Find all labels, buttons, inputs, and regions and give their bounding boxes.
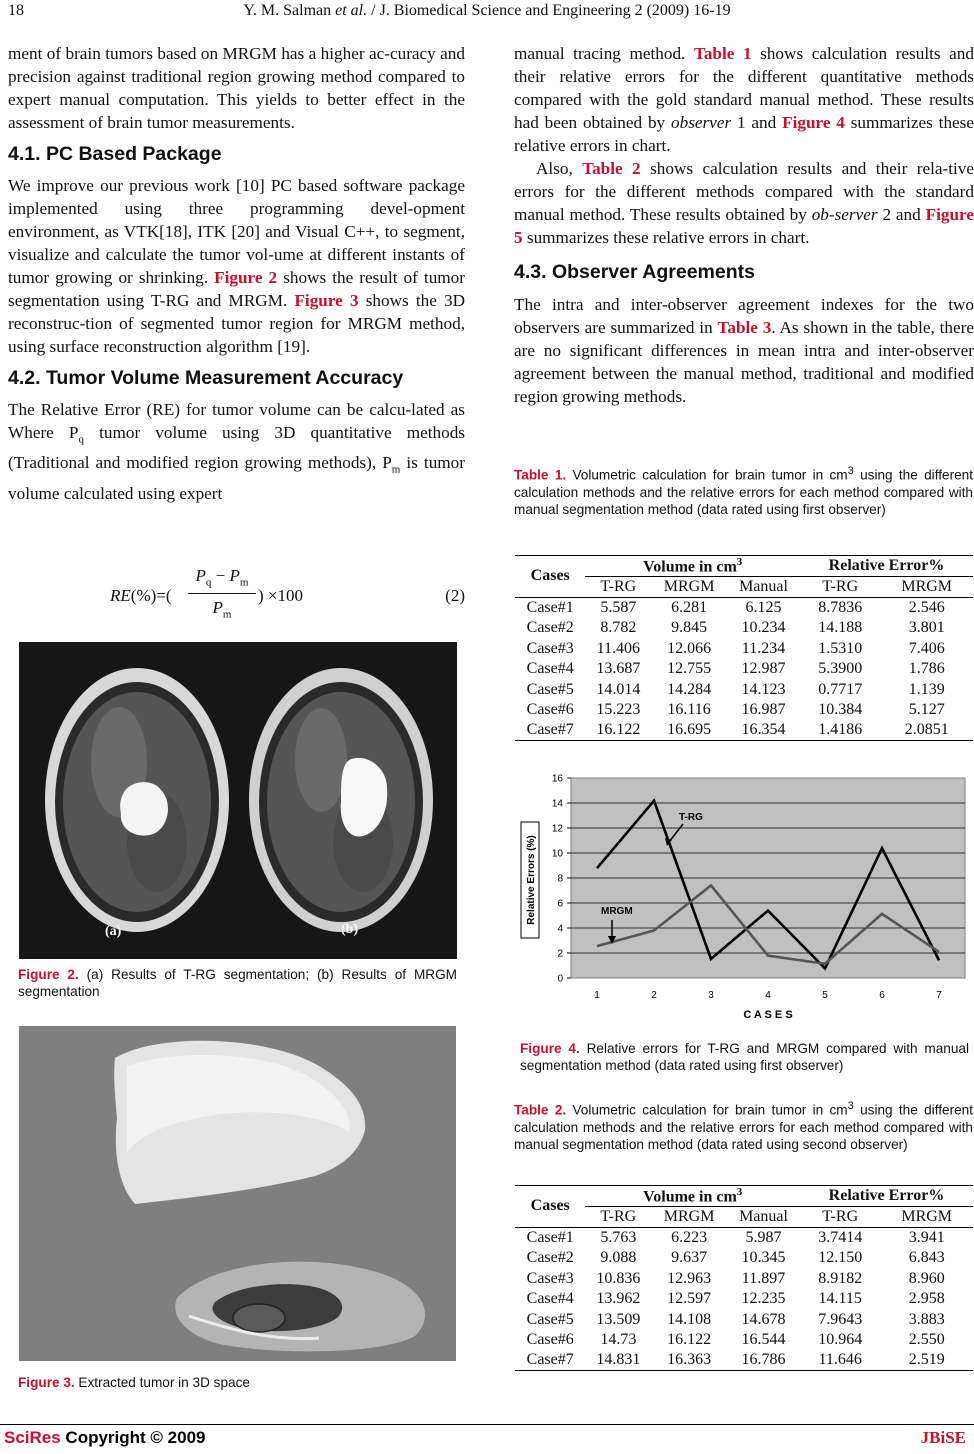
table-row bbox=[515, 659, 973, 680]
table-cell: 14.284 bbox=[667, 680, 712, 698]
y-tick-labels bbox=[552, 774, 571, 985]
table-cell: 16.122 bbox=[667, 1331, 712, 1349]
table-cell: Case#1 bbox=[526, 1228, 574, 1246]
table-cell: 0.7717 bbox=[818, 680, 863, 698]
table-cell: 5.987 bbox=[745, 1228, 782, 1246]
x-tick-label: 6 bbox=[879, 990, 885, 1001]
figure-2-image bbox=[19, 642, 457, 959]
table-cell: 6.125 bbox=[745, 598, 782, 616]
table-cell: 2.550 bbox=[908, 1331, 945, 1349]
table-cell: 14.014 bbox=[596, 680, 641, 698]
table-2 bbox=[515, 1185, 973, 1371]
y-tick-label: 2 bbox=[557, 948, 563, 960]
table-cell: 13.687 bbox=[596, 660, 641, 678]
x-tick-label: 2 bbox=[651, 990, 657, 1001]
paragraph: We improve our previous work [10] PC based software package implemented using three programming devel-opment environment, as VTK[18], ITK [20] and Visual C++, to segment, visualize and calculate the tumor vol-ume at different instants of tumor growing or shrinking. Figure 2 shows the result of tumor segmentation using T-RG and MRGM. Figure 3 shows the 3D reconstruc-tion of segmented tumor region for MRGM method, using surface reconstruction algorithm [19]. bbox=[8, 176, 466, 356]
equation-number: (2) bbox=[445, 586, 465, 605]
table-row bbox=[515, 1248, 973, 1269]
table-cell: 12.235 bbox=[741, 1290, 786, 1308]
table-cell: 16.122 bbox=[596, 721, 641, 739]
table-cell: 10.234 bbox=[741, 619, 786, 637]
table-cell: 5.127 bbox=[908, 701, 945, 719]
table-cell: 8.7836 bbox=[818, 598, 863, 616]
table-cell: 1.4186 bbox=[818, 721, 863, 739]
table-row bbox=[515, 1330, 973, 1351]
table-cell: 10.836 bbox=[596, 1269, 641, 1287]
table-cell: 16.544 bbox=[741, 1331, 786, 1349]
footer-rule bbox=[0, 1424, 974, 1425]
table-cell: 14.831 bbox=[596, 1351, 641, 1369]
y-tick-label: 16 bbox=[551, 773, 563, 785]
table-cell: 12.150 bbox=[818, 1249, 863, 1267]
table-cell: 3.941 bbox=[908, 1228, 945, 1246]
column-header: T-RG bbox=[600, 1208, 637, 1226]
column-header: MRGM bbox=[901, 1208, 953, 1226]
table-cell: Case#2 bbox=[526, 619, 574, 637]
table-cell: 9.088 bbox=[600, 1249, 637, 1267]
page-footer bbox=[0, 1428, 974, 1452]
table-cell: 1.786 bbox=[908, 660, 945, 678]
y-tick-label: 0 bbox=[557, 973, 563, 985]
section-heading-4-3: 4.3. Observer Agreements bbox=[514, 261, 755, 283]
table-cell: 12.987 bbox=[741, 660, 786, 678]
table-cell: Case#4 bbox=[526, 660, 574, 678]
paragraph: The Relative Error (RE) for tumor volume can be calcu-lated as Where $P_q$ tumor volume using 3D quantitative methods (Traditional and modified region growing methods), $P_m$ is tumor volume calculated using expert bbox=[8, 400, 465, 503]
table-cell: 12.066 bbox=[667, 639, 712, 657]
table-cell: 11.406 bbox=[596, 639, 641, 657]
header-cases: Cases bbox=[530, 1197, 570, 1215]
table-cell: 16.116 bbox=[667, 701, 711, 719]
table-cell: 16.695 bbox=[667, 721, 712, 739]
figure-3-link[interactable]: Figure 3 bbox=[294, 291, 359, 310]
figure-4-chart bbox=[519, 770, 969, 1025]
table-cell: 6.281 bbox=[671, 598, 708, 616]
x-tick-label: 5 bbox=[822, 990, 828, 1001]
left-column bbox=[8, 42, 465, 505]
section-heading-4-2: 4.2. Tumor Volume Measurement Accuracy bbox=[8, 367, 404, 389]
x-tick-labels bbox=[594, 990, 942, 1001]
figure-4-caption: Figure 4. Relative errors for T-RG and MRGM compared with manual segmentation method (data rated using first observer) bbox=[520, 1041, 969, 1073]
table-1-link[interactable]: Table 1 bbox=[693, 44, 752, 63]
column-header: MRGM bbox=[663, 1208, 715, 1226]
table-cell: 2.519 bbox=[908, 1351, 945, 1369]
x-tick-label: 3 bbox=[708, 990, 714, 1001]
table-cell: 5.587 bbox=[600, 598, 637, 616]
table-cell: 16.786 bbox=[741, 1351, 786, 1369]
table-cell: Case#6 bbox=[526, 701, 574, 719]
table-1-body bbox=[515, 597, 973, 741]
table-row bbox=[515, 679, 973, 700]
y-axis-label: Relative Errors (%) bbox=[526, 835, 537, 925]
header-relative-error: Relative Error% bbox=[800, 1186, 973, 1207]
annotation-mrgm: MRGM bbox=[601, 906, 633, 917]
table-cell: 7.406 bbox=[908, 639, 945, 657]
table-cell: 8.960 bbox=[908, 1269, 945, 1287]
table-row bbox=[515, 618, 973, 639]
fraction-bar bbox=[188, 593, 256, 594]
annotation-trg: T-RG bbox=[679, 812, 703, 823]
y-axis-label-box bbox=[521, 822, 539, 938]
table-row bbox=[515, 1227, 973, 1248]
x-tick-label: 1 bbox=[594, 990, 600, 1001]
figure-4-link[interactable]: Figure 4 bbox=[782, 113, 845, 132]
figure-5-link[interactable]: Figure 5 bbox=[514, 205, 974, 247]
table-cell: 10.384 bbox=[818, 701, 863, 719]
table-cell: 1.139 bbox=[908, 680, 945, 698]
table-cell: 5.763 bbox=[600, 1228, 637, 1246]
running-title: Y. M. Salman et al. / J. Biomedical Science and Engineering 2 (2009) 16-19 bbox=[243, 2, 731, 19]
figure-2-caption: Figure 2. (a) Results of T-RG segmentation; (b) Results of MRGM segmentation bbox=[18, 967, 457, 999]
table-cell: 15.223 bbox=[596, 701, 641, 719]
table-cell: Case#6 bbox=[526, 1331, 574, 1349]
table-2-body bbox=[515, 1227, 973, 1371]
table-2-link[interactable]: Table 2 bbox=[582, 159, 641, 178]
table-cell: 9.637 bbox=[671, 1249, 708, 1267]
table-cell: 3.801 bbox=[908, 619, 945, 637]
table-cell: 13.962 bbox=[596, 1290, 641, 1308]
table-cell: 10.964 bbox=[818, 1331, 863, 1349]
y-tick-label: 4 bbox=[557, 923, 563, 935]
table-cell: 10.345 bbox=[741, 1249, 786, 1267]
table-cell: 2.546 bbox=[908, 598, 945, 616]
column-header: MRGM bbox=[663, 578, 715, 596]
paragraph: Also, Table 2 shows calculation results and their rela-tive errors for the different methods compared with the standard manual method. These results obtained by ob-server 2 and Figure 5 summarizes these relative errors in chart. bbox=[514, 159, 974, 247]
table-cell: Case#3 bbox=[526, 1269, 574, 1287]
figure-3-caption: Figure 3. Extracted tumor in 3D space bbox=[18, 1375, 250, 1390]
table-cell: 16.354 bbox=[741, 721, 786, 739]
table-cell: Case#3 bbox=[526, 639, 574, 657]
table-cell: 14.188 bbox=[818, 619, 863, 637]
table-row bbox=[515, 1268, 973, 1289]
figure-2-link[interactable]: Figure 2 bbox=[214, 268, 278, 287]
table-cell: 11.897 bbox=[741, 1269, 786, 1287]
equation-2: RE(%)=( $P_q - P_m$ $P_m$ ) ×100 (2) bbox=[110, 566, 465, 621]
x-axis-label: C A S E S bbox=[743, 1009, 793, 1021]
table-cell: 11.234 bbox=[741, 639, 786, 657]
table-cell: 2.958 bbox=[908, 1290, 945, 1308]
table-cell: 12.755 bbox=[667, 660, 712, 678]
paragraph: ment of brain tumors based on MRGM has a higher ac-curacy and precision against traditional region growing method compared to expert manual computation. This yields to better effect in the assessment of brain tumor measurements. bbox=[8, 44, 465, 132]
table-row bbox=[515, 700, 973, 721]
figure-3-image bbox=[19, 1026, 456, 1361]
table-cell: 5.3900 bbox=[818, 660, 863, 678]
page-number: 18 bbox=[8, 2, 24, 19]
table-cell: 8.782 bbox=[600, 619, 637, 637]
x-tick-label: 7 bbox=[936, 990, 942, 1001]
table-cell: 12.597 bbox=[667, 1290, 712, 1308]
header-cases: Cases bbox=[530, 567, 570, 585]
table-row bbox=[515, 1350, 973, 1371]
figure-2-label-a: (a) bbox=[105, 924, 122, 939]
table-cell: 12.963 bbox=[667, 1269, 712, 1287]
y-tick-label: 6 bbox=[557, 898, 563, 910]
column-header: T-RG bbox=[822, 1208, 859, 1226]
footer-copyright: SciRes Copyright © 2009 bbox=[4, 1428, 206, 1447]
y-tick-label: 12 bbox=[551, 823, 563, 835]
table-row bbox=[515, 1289, 973, 1310]
table-cell: 14.108 bbox=[667, 1310, 712, 1328]
table-cell: 11.646 bbox=[818, 1351, 862, 1369]
table-row bbox=[515, 1309, 973, 1330]
header-volume: Volume in $cm^3$ bbox=[585, 556, 800, 577]
table-cell: 14.678 bbox=[741, 1310, 786, 1328]
table-cell: 1.5310 bbox=[818, 639, 863, 657]
table-1-caption: Table 1. Volumetric calculation for brain tumor in $cm^3$ using the different calculation methods and the relative errors for each method compared with manual segmentation method (data rated using first observer) bbox=[514, 465, 973, 517]
header-relative-error: Relative Error% bbox=[800, 556, 973, 577]
table-cell: 3.7414 bbox=[818, 1228, 863, 1246]
column-header: T-RG bbox=[822, 578, 859, 596]
table-cell: 14.115 bbox=[818, 1290, 862, 1308]
table-cell: 9.845 bbox=[671, 619, 708, 637]
paragraph: The intra and inter-observer agreement indexes for the two observers are summarized in Table 3. As shown in the table, there are no significant differences in mean intra and inter-observer agreement between the manual method, traditional and modified region growing methods. bbox=[514, 295, 974, 406]
table-cell: 14.73 bbox=[600, 1331, 637, 1349]
figure-2-label-b: (b) bbox=[341, 922, 359, 937]
right-column bbox=[514, 42, 974, 408]
table-1 bbox=[515, 555, 973, 741]
column-header: Manual bbox=[739, 1208, 788, 1226]
table-cell: 14.123 bbox=[741, 680, 786, 698]
y-tick-label: 8 bbox=[557, 873, 563, 885]
footer-journal: JBiSE bbox=[920, 1428, 966, 1447]
table-cell: 16.363 bbox=[667, 1351, 712, 1369]
chart-svg bbox=[519, 770, 969, 1025]
section-heading-4-1: 4.1. PC Based Package bbox=[8, 143, 222, 165]
table-cell: Case#5 bbox=[526, 1310, 574, 1328]
table-3-link[interactable]: Table 3 bbox=[717, 318, 772, 337]
table-cell: 16.987 bbox=[741, 701, 786, 719]
table-cell: 3.883 bbox=[908, 1310, 945, 1328]
x-tick-label: 4 bbox=[765, 990, 771, 1001]
table-cell: 6.843 bbox=[908, 1249, 945, 1267]
table-row bbox=[515, 638, 973, 659]
column-header: T-RG bbox=[600, 578, 637, 596]
table-cell: Case#7 bbox=[526, 721, 574, 739]
table-cell: 2.0851 bbox=[904, 721, 949, 739]
table-row bbox=[515, 720, 973, 741]
table-row bbox=[515, 597, 973, 618]
column-header: MRGM bbox=[901, 578, 953, 596]
paragraph: manual tracing method. Table 1 shows calculation results and their relative errors for the different quantitative methods compared with the gold standard manual method. These results had been obtained by observer 1 and Figure 4 summarizes these relative errors in chart. bbox=[514, 44, 974, 155]
column-header: Manual bbox=[739, 578, 788, 596]
y-tick-label: 10 bbox=[551, 848, 563, 860]
y-tick-label: 14 bbox=[551, 798, 563, 810]
table-cell: Case#1 bbox=[526, 598, 574, 616]
table-cell: 6.223 bbox=[671, 1228, 708, 1246]
table-2-caption: Table 2. Volumetric calculation for brain tumor in $cm^3$ using the different calculation methods and the relative errors for each method compared with manual segmentation method (data rated using second observer) bbox=[514, 1100, 973, 1152]
table-cell: 7.9643 bbox=[818, 1310, 863, 1328]
header-volume: Volume in $cm^3$ bbox=[585, 1186, 800, 1207]
table-cell: Case#7 bbox=[526, 1351, 574, 1369]
table-cell: Case#2 bbox=[526, 1249, 574, 1267]
table-cell: Case#4 bbox=[526, 1290, 574, 1308]
table-cell: 13.509 bbox=[596, 1310, 641, 1328]
table-cell: 8.9182 bbox=[818, 1269, 863, 1287]
running-header bbox=[0, 2, 974, 24]
table-cell: Case#5 bbox=[526, 680, 574, 698]
